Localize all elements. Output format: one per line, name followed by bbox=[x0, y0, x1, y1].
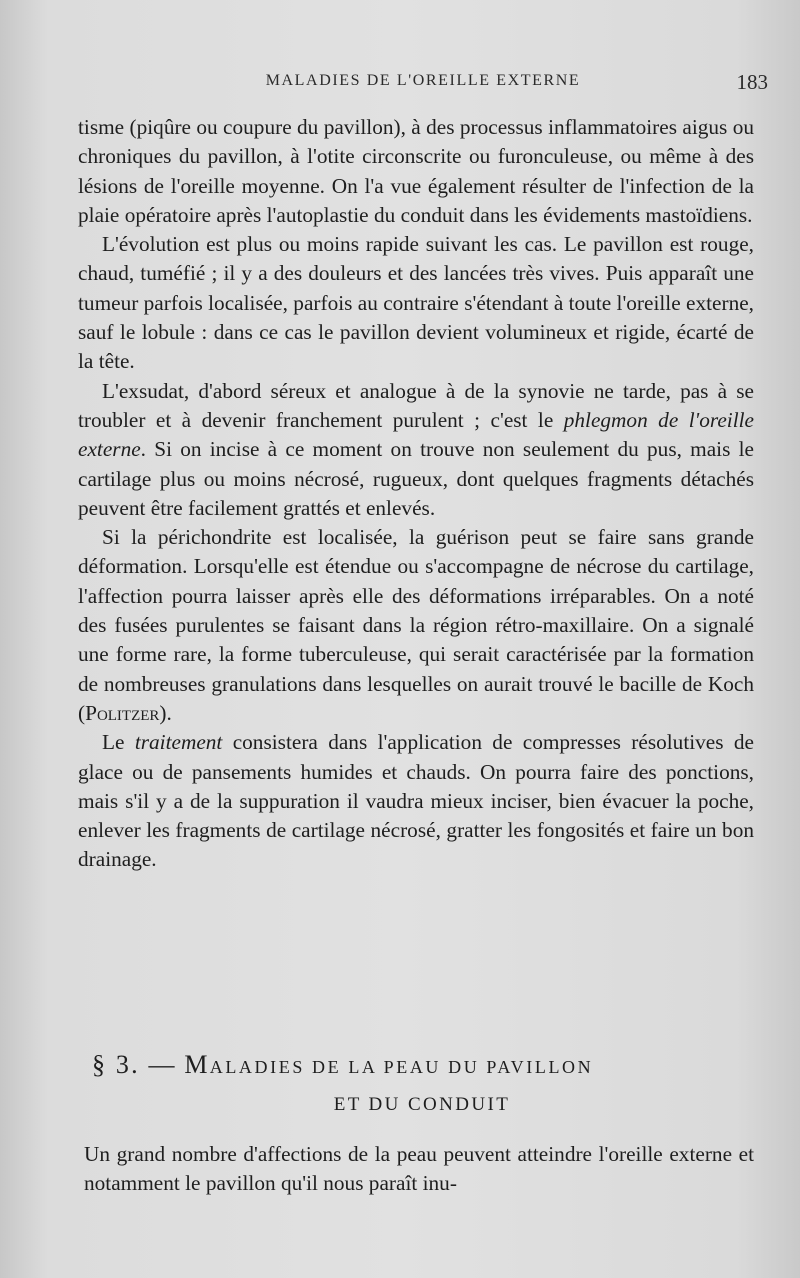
paragraph-3-text-a: L'exsudat, d'abord séreux et analogue à de la synovie ne tarde, pas à se troubler et à devenir franchement purulent ; c'est le bbox=[78, 378, 754, 432]
paragraph-5 bbox=[78, 728, 754, 874]
paragraph-3-emphasis: phlegmon de l'oreille externe bbox=[78, 407, 754, 462]
running-head: MALADIES DE L'OREILLE EXTERNE bbox=[265, 72, 581, 89]
paragraph-4-text-a: Si la périchondrite est localisée, la guérison peut se faire sans grande déformation. Lorsqu'elle est étendue ou s'accompagne de nécrose du cartilage, l'affection pourra laisser après elle des déformations irréparables. On a noté des fusées purulentes se faisant dans la région rétro-maxillaire. On a signalé une forme rare, la forme tuberculeuse, qui serait caractérisée par la formation de nombreuses granulations dans lesquelles on aurait trouvé le bacille de Koch ( bbox=[78, 525, 754, 725]
author-citation: Politzer bbox=[85, 700, 160, 725]
section-heading-line-2: ET DU CONDUIT bbox=[333, 1094, 511, 1115]
paragraph-4-text-b: ). bbox=[159, 700, 172, 725]
paragraph-5-emphasis: traitement bbox=[134, 730, 223, 755]
section-number: § 3. — bbox=[92, 1050, 177, 1079]
paragraph-6: Un grand nombre d'affections de la peau peuvent atteindre l'oreille externe et notamment le pavillon qu'il nous paraît inu- bbox=[84, 1142, 754, 1196]
paragraph-3 bbox=[78, 377, 754, 523]
page-header bbox=[78, 72, 768, 102]
section-heading-line-1 bbox=[92, 1046, 752, 1086]
body-text bbox=[78, 113, 754, 875]
paragraph-2: L'évolution est plus ou moins rapide suivant les cas. Le pavillon est rouge, chaud, tuméfié ; il y a des douleurs et des lancées très vives. Puis apparaît une tumeur parfois localisée, parfois au contraire s'étendant à toute l'oreille externe, sauf le lobule : dans ce cas le pavillon devient volumineux et rigide, écarté de la tête. bbox=[78, 232, 754, 374]
paragraph-5-text-b: consistera dans l'application de compresses résolutives de glace ou de pansements humides et chauds. On pourra faire des ponctions, mais s'il y a de la suppuration il vaudra mieux inciser, bien évacuer la poche, enlever les fragments de cartilage nécrosé, gratter les fongosités et faire un bon drainage. bbox=[78, 730, 754, 872]
section-title-initial: M bbox=[184, 1050, 210, 1079]
section-heading bbox=[92, 1046, 752, 1124]
section-title-rest: ALADIES DE LA PEAU DU PAVILLON bbox=[209, 1057, 594, 1077]
closing-text bbox=[84, 1140, 754, 1199]
paragraph-5-text-a: Le bbox=[102, 730, 135, 755]
paragraph-1: tisme (piqûre ou coupure du pavillon), à des processus inflammatoires aigus ou chroniques du pavillon, à l'otite circonscrite ou furonculeuse, ou même à des lésions de l'oreille moyenne. On l'a vue également résulter de l'infection de la plaie opératoire après l'autoplastie du conduit dans les évidements mastoïdiens. bbox=[78, 115, 754, 227]
page-number: 183 bbox=[736, 70, 768, 94]
paragraph-3-text-b: . Si on incise à ce moment on trouve non seulement du pus, mais le cartilage plus ou moins nécrosé, rugueux, dont quelques fragments détachés peuvent être facilement grattés et enlevés. bbox=[78, 437, 754, 520]
paragraph-4 bbox=[78, 523, 754, 728]
